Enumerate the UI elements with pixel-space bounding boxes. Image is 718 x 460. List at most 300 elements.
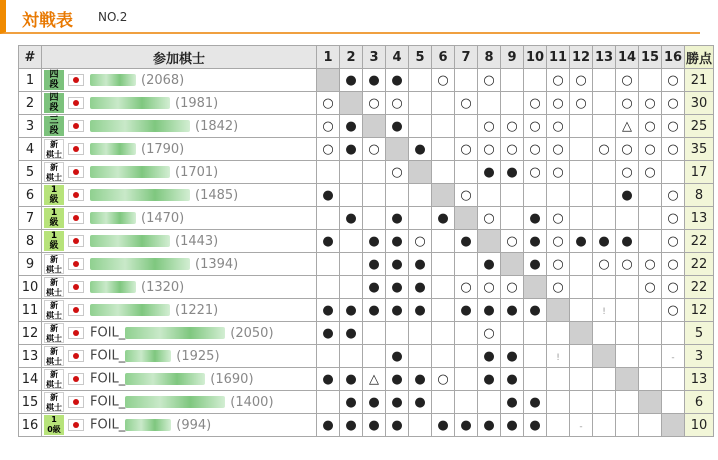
result-cell [455,253,478,276]
result-mark: ● [322,233,334,249]
result-cell [478,368,501,391]
result-cell [340,230,363,253]
player-rating: (2068) [141,72,185,88]
player-cell[interactable] [42,115,317,138]
result-cell [432,207,455,230]
result-mark: ● [322,325,334,341]
result-cell [317,184,340,207]
result-cell [593,69,616,92]
table-row [19,299,714,322]
self-match-cell [432,184,455,207]
result-cell [547,345,570,368]
col-header-no: # [19,46,42,69]
result-cell [501,368,524,391]
result-cell [455,138,478,161]
player-rating: (1470) [141,210,185,226]
result-cell [547,92,570,115]
result-cell [662,345,685,368]
result-mark: ○ [644,141,656,157]
result-cell [639,414,662,437]
points-cell: 22 [685,276,714,299]
table-row [19,184,714,207]
player-cell[interactable] [42,138,317,161]
result-cell [340,276,363,299]
points-cell: 22 [685,253,714,276]
result-cell [478,391,501,414]
result-mark: ● [460,302,472,318]
result-cell [570,207,593,230]
result-cell [363,184,386,207]
result-mark: ● [483,371,495,387]
result-mark: ○ [322,118,334,134]
result-mark: ● [529,210,541,226]
result-cell [639,322,662,345]
rank-badge: 三 段 [44,116,64,136]
result-cell [386,391,409,414]
result-cell [662,276,685,299]
redacted-player-name[interactable] [125,373,205,385]
player-cell[interactable] [42,253,317,276]
result-cell [524,230,547,253]
points-cell: 5 [685,322,714,345]
result-cell [547,207,570,230]
result-cell [501,391,524,414]
result-cell [409,345,432,368]
result-cell [317,253,340,276]
result-mark: ● [414,394,426,410]
redacted-player-name[interactable] [125,396,225,408]
result-mark: ○ [483,325,495,341]
result-mark: ● [529,302,541,318]
result-mark: ● [345,210,357,226]
page-subtitle: NO.2 [98,10,128,24]
self-match-cell [547,299,570,322]
result-mark: ● [506,371,518,387]
rank-badge: 新 棋士 [46,255,62,274]
result-cell [616,299,639,322]
self-match-cell [593,345,616,368]
result-cell [386,368,409,391]
table-row [19,138,714,161]
table-row [19,69,714,92]
japan-flag-icon [68,258,84,270]
result-cell [409,368,432,391]
result-cell [547,322,570,345]
self-match-cell [616,368,639,391]
result-cell [662,299,685,322]
result-cell [616,92,639,115]
result-cell [340,299,363,322]
result-mark: ○ [460,279,472,295]
result-mark: ○ [552,256,564,272]
col-header-round: 2 [340,46,363,69]
player-cell[interactable] [42,414,317,437]
player-rating: (1981) [175,95,219,111]
result-cell [616,322,639,345]
result-cell [386,207,409,230]
result-cell [570,299,593,322]
result-cell [593,368,616,391]
self-match-cell [409,161,432,184]
result-cell [317,92,340,115]
player-name-prefix[interactable]: FOIL_ [90,394,126,410]
redacted-player-name[interactable] [90,212,136,224]
result-mark: ● [345,325,357,341]
result-mark: ● [391,233,403,249]
result-cell [409,92,432,115]
table-row [19,368,714,391]
result-mark: ○ [506,141,518,157]
col-header-round: 6 [432,46,455,69]
japan-flag-icon [68,419,84,431]
redacted-player-name[interactable] [90,74,136,86]
result-cell [662,253,685,276]
result-cell [662,184,685,207]
rank-badge: 新 棋士 [46,370,62,389]
result-cell [593,253,616,276]
self-match-cell [386,138,409,161]
result-cell [524,253,547,276]
result-cell [363,276,386,299]
result-cell [616,253,639,276]
result-cell [501,207,524,230]
result-mark: ● [391,417,403,433]
japan-flag-icon [68,120,84,132]
player-rating: (1443) [175,233,219,249]
result-mark: ○ [598,141,610,157]
result-mark: ● [322,302,334,318]
result-cell [662,391,685,414]
result-mark: ○ [667,233,679,249]
player-cell[interactable] [42,391,317,414]
result-mark: ● [345,72,357,88]
result-cell [363,138,386,161]
result-cell [317,161,340,184]
player-cell[interactable] [42,368,317,391]
result-mark: ○ [667,141,679,157]
result-cell [662,161,685,184]
redacted-player-name[interactable] [90,97,170,109]
result-cell [478,69,501,92]
result-cell [616,115,639,138]
result-mark: ○ [322,95,334,111]
result-cell [570,161,593,184]
japan-flag-icon [68,327,84,339]
result-cell [524,115,547,138]
result-cell [340,345,363,368]
japan-flag-icon [68,304,84,316]
result-mark: ● [483,256,495,272]
result-cell [501,299,524,322]
result-mark: ○ [667,72,679,88]
rank-badge: 新 棋士 [46,278,62,297]
points-cell: 8 [685,184,714,207]
result-cell [662,69,685,92]
row-number: 9 [19,253,42,276]
japan-flag-icon [68,189,84,201]
result-cell [639,207,662,230]
result-mark: ● [414,279,426,295]
col-header-round: 5 [409,46,432,69]
row-number: 12 [19,322,42,345]
result-mark: ● [391,348,403,364]
result-cell [409,253,432,276]
result-mark: ○ [552,233,564,249]
col-header-round: 3 [363,46,386,69]
result-mark: ○ [529,95,541,111]
row-number: 11 [19,299,42,322]
result-cell [455,276,478,299]
result-cell [317,138,340,161]
result-mark: ● [368,279,380,295]
page-title: 対戦表 [22,11,73,31]
result-mark: ○ [667,302,679,318]
points-cell: 21 [685,69,714,92]
result-cell [386,345,409,368]
result-mark: ○ [667,187,679,203]
result-mark: ! [556,352,560,363]
table-row [19,391,714,414]
result-cell [478,184,501,207]
result-cell [386,276,409,299]
table-row [19,345,714,368]
result-mark: ○ [506,118,518,134]
rank-badge: 新 棋士 [46,347,62,366]
result-cell [570,414,593,437]
result-cell [363,391,386,414]
result-cell [662,322,685,345]
player-name-prefix[interactable]: FOIL_ [90,417,126,433]
result-cell [478,322,501,345]
result-cell [524,322,547,345]
result-cell [639,345,662,368]
result-cell [570,184,593,207]
japan-flag-icon [68,373,84,385]
result-cell [478,345,501,368]
player-rating: (1690) [210,371,254,387]
result-mark: ○ [529,141,541,157]
result-mark: ○ [621,95,633,111]
result-mark: ○ [552,141,564,157]
japan-flag-icon [68,166,84,178]
rank-badge: 四 段 [44,70,64,90]
result-cell [662,230,685,253]
col-header-round: 11 [547,46,570,69]
result-cell [317,299,340,322]
result-cell [593,184,616,207]
result-cell [570,69,593,92]
result-cell [455,161,478,184]
result-cell [432,138,455,161]
result-cell [478,138,501,161]
points-cell: 35 [685,138,714,161]
result-cell [593,276,616,299]
result-cell [340,391,363,414]
japan-flag-icon [68,212,84,224]
result-mark: ● [529,394,541,410]
result-mark: ● [575,233,587,249]
result-mark: ● [391,302,403,318]
result-cell [547,253,570,276]
result-mark: - [671,352,675,363]
result-mark: ● [345,118,357,134]
result-cell [524,207,547,230]
result-cell [639,230,662,253]
row-number: 5 [19,161,42,184]
result-mark: ● [368,394,380,410]
result-mark: ○ [552,72,564,88]
result-cell [409,69,432,92]
result-cell [363,230,386,253]
result-mark: △ [369,371,379,387]
points-cell: 12 [685,299,714,322]
redacted-player-name[interactable] [90,120,190,132]
points-cell: 6 [685,391,714,414]
player-cell[interactable] [42,92,317,115]
result-cell [363,345,386,368]
player-cell[interactable] [42,299,317,322]
result-cell [478,253,501,276]
player-name-prefix[interactable]: FOIL_ [90,348,126,364]
result-mark: ○ [552,279,564,295]
rank-badge: 1 0級 [44,415,64,435]
result-cell [478,92,501,115]
result-cell [409,138,432,161]
result-cell [639,69,662,92]
col-header-points: 勝点 [685,46,714,69]
redacted-player-name[interactable] [90,235,170,247]
redacted-player-name[interactable] [90,166,170,178]
result-mark: ○ [483,141,495,157]
player-name-prefix[interactable]: FOIL_ [90,325,126,341]
result-cell [478,414,501,437]
rank-badge: 新 棋士 [46,324,62,343]
result-mark: ● [529,233,541,249]
result-cell [662,138,685,161]
col-header-round: 13 [593,46,616,69]
col-header-round: 16 [662,46,685,69]
result-cell [386,299,409,322]
redacted-player-name[interactable] [90,281,136,293]
redacted-player-name[interactable] [90,258,190,270]
result-cell [593,230,616,253]
result-cell [409,230,432,253]
row-number: 8 [19,230,42,253]
player-cell[interactable] [42,184,317,207]
table-row [19,92,714,115]
result-cell [432,253,455,276]
result-cell [524,391,547,414]
result-cell [570,230,593,253]
result-mark: ○ [368,141,380,157]
result-mark: ● [345,141,357,157]
result-cell [478,115,501,138]
japan-flag-icon [68,97,84,109]
result-cell [501,161,524,184]
result-mark: ● [506,164,518,180]
result-cell [409,414,432,437]
result-cell [432,115,455,138]
result-cell [386,115,409,138]
rank-badge: 1 級 [44,208,64,228]
result-cell [616,414,639,437]
result-cell [432,414,455,437]
result-cell [524,138,547,161]
self-match-cell [501,253,524,276]
player-name-prefix[interactable]: FOIL_ [90,371,126,387]
col-header-name: 参加棋士 [42,46,317,69]
redacted-player-name[interactable] [90,189,190,201]
result-mark: ● [414,302,426,318]
player-cell[interactable] [42,276,317,299]
result-cell [340,161,363,184]
self-match-cell [340,92,363,115]
result-mark: ○ [552,118,564,134]
result-cell [363,253,386,276]
result-mark: ○ [460,141,472,157]
result-cell [501,276,524,299]
col-header-round: 7 [455,46,478,69]
col-header-round: 4 [386,46,409,69]
self-match-cell [478,230,501,253]
result-cell [363,414,386,437]
result-cell [524,92,547,115]
result-mark: ● [368,72,380,88]
result-mark: ● [391,72,403,88]
player-cell[interactable] [42,69,317,92]
result-cell [639,368,662,391]
result-cell [340,322,363,345]
points-cell: 22 [685,230,714,253]
player-cell[interactable] [42,161,317,184]
result-mark: ● [345,371,357,387]
result-cell [593,391,616,414]
result-cell [570,115,593,138]
result-cell [639,184,662,207]
result-cell [547,184,570,207]
player-rating: (1701) [175,164,219,180]
result-cell [363,92,386,115]
result-mark: ○ [644,256,656,272]
redacted-player-name[interactable] [125,350,171,362]
player-cell[interactable] [42,230,317,253]
result-mark: ● [322,371,334,387]
redacted-player-name[interactable] [90,304,170,316]
result-mark: ● [621,187,633,203]
redacted-player-name[interactable] [90,143,136,155]
row-number: 4 [19,138,42,161]
result-cell [455,299,478,322]
result-mark: ○ [667,279,679,295]
result-cell [662,368,685,391]
result-cell [386,414,409,437]
result-mark: ○ [506,233,518,249]
player-cell[interactable] [42,207,317,230]
redacted-player-name[interactable] [125,327,225,339]
result-mark: ● [368,256,380,272]
player-cell[interactable] [42,345,317,368]
result-mark: ● [460,417,472,433]
result-cell [455,115,478,138]
result-mark: ○ [644,95,656,111]
result-cell [639,161,662,184]
player-cell[interactable] [42,322,317,345]
result-cell [317,322,340,345]
result-mark: ○ [644,279,656,295]
result-cell [455,184,478,207]
result-cell [593,207,616,230]
redacted-player-name[interactable] [125,419,171,431]
